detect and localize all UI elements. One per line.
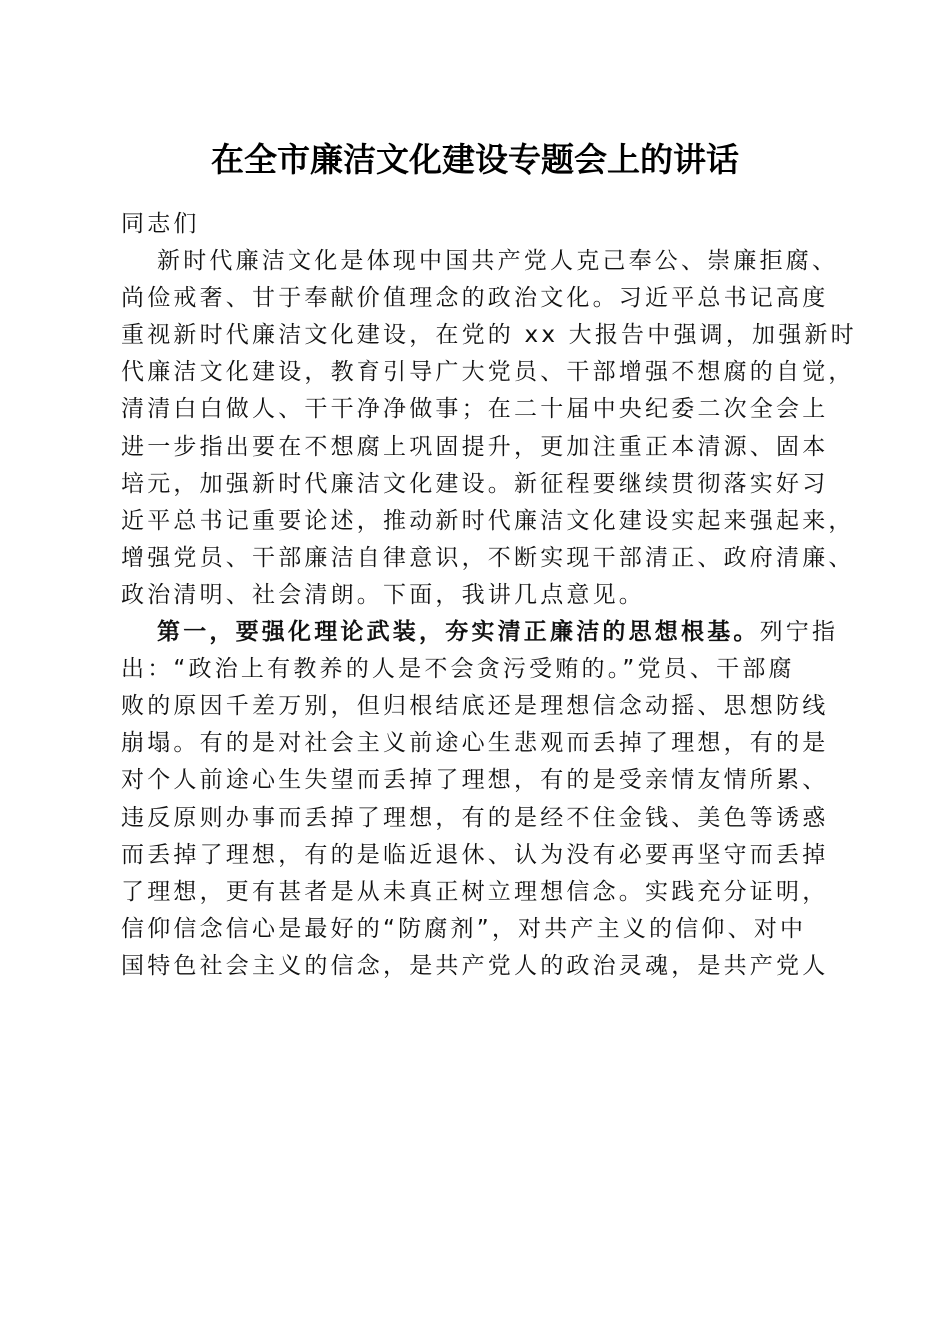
text-line: 出：“政治上有教养的人是不会贪污受贿的。”党员、干部腐	[121, 656, 795, 683]
text-line: 进一步指出要在不想腐上巩固提升，更加注重正本清源、固本	[121, 433, 829, 460]
document-title: 在全市廉洁文化建设专题会上的讲话	[211, 140, 739, 179]
text-line: 违反原则办事而丢掉了理想，有的是经不住金钱、美色等诱惑	[121, 804, 829, 831]
section-heading: 第一，要强化理论武装，夯实清正廉洁的思想根基。	[157, 619, 760, 646]
paragraph-point-one	[121, 614, 839, 985]
text-line: 培元，加强新时代廉洁文化建设。新征程要继续贯彻落实好习	[121, 470, 829, 497]
text-line: 清清白白做人、干干净净做事；在二十届中央纪委二次全会上	[121, 396, 829, 423]
document-body	[121, 206, 857, 985]
text-fragment: 列宁指	[759, 619, 839, 646]
salutation: 同志们	[121, 211, 200, 237]
text-line: 尚俭戒奢、甘于奉献价值理念的政治文化。习近平总书记高度	[121, 285, 829, 312]
text-line: 而丢掉了理想，有的是临近退休、认为没有必要再坚守而丢掉	[121, 841, 829, 868]
text-line: 政治清明、社会清朗。下面，我讲几点意见。	[121, 581, 645, 608]
text-line: 新时代廉洁文化是体现中国共产党人克己奉公、崇廉拒腐、	[157, 248, 839, 275]
text-line: 败的原因千差万别，但归根结底还是理想信念动摇、思想防线	[121, 693, 829, 720]
text-line: 崩塌。有的是对社会主义前途心生悲观而丢掉了理想，有的是	[121, 730, 829, 757]
text-line: 代廉洁文化建设，教育引导广大党员、干部增强不想腐的自觉，	[121, 359, 855, 386]
text-line: 信仰信念信心是最好的“防腐剂”，对共产主义的信仰、对中	[121, 915, 807, 942]
text-line: 国特色社会主义的信念，是共产党人的政治灵魂，是共产党人	[121, 952, 829, 979]
text-line: 重视新时代廉洁文化建设，在党的 xx 大报告中强调，加强新时	[121, 322, 857, 349]
text-line	[121, 614, 839, 651]
paragraph-intro	[121, 243, 857, 614]
text-line: 近平总书记重要论述，推动新时代廉洁文化建设实起来强起来，	[121, 507, 855, 534]
text-line: 增强党员、干部廉洁自律意识，不断实现干部清正、政府清廉、	[121, 544, 855, 571]
text-line: 对个人前途心生失望而丢掉了理想，有的是受亲情友情所累、	[121, 767, 829, 794]
text-line: 了理想，更有甚者是从未真正树立理想信念。实践充分证明，	[121, 878, 829, 905]
